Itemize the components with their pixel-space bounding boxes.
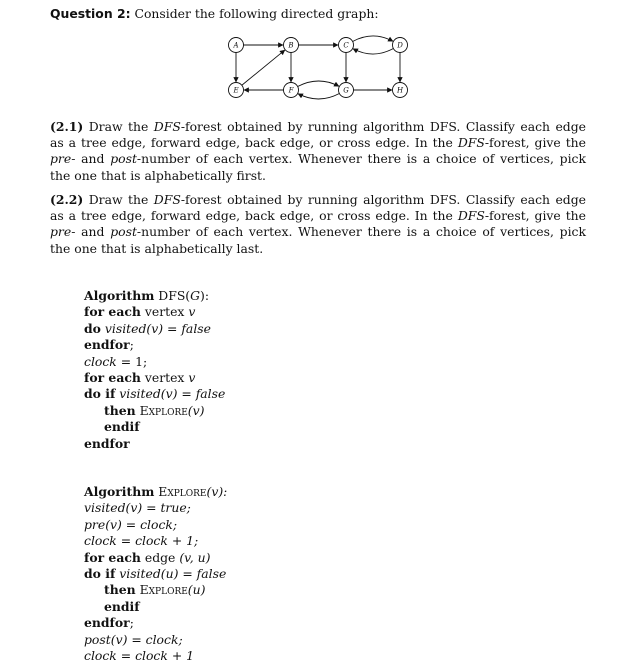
- subquestion-number: (2.2): [50, 192, 84, 207]
- question-heading: [50, 6, 379, 21]
- node-label: E: [233, 86, 239, 95]
- node-f: [284, 83, 299, 98]
- node-label: B: [288, 41, 294, 50]
- edge-e-b: [242, 50, 285, 85]
- algo-line: for each edge (v, u): [84, 549, 211, 565]
- node-label: C: [343, 41, 349, 50]
- node-a: [229, 38, 244, 53]
- algo-line: for each vertex v: [84, 304, 196, 320]
- node-b: [284, 38, 299, 53]
- algo-line: visited(v) = true;: [84, 500, 191, 516]
- node-label: H: [396, 86, 404, 95]
- algorithm-explore: [84, 484, 227, 664]
- algo-line: do if visited(v) = false: [84, 386, 226, 402]
- question-label: Question 2:: [50, 6, 131, 21]
- node-label: G: [343, 86, 349, 95]
- node-label: F: [288, 86, 294, 95]
- algo-line: endif: [104, 598, 140, 614]
- node-label: A: [233, 41, 239, 50]
- edge-d-c: [353, 49, 393, 54]
- node-e: [229, 83, 244, 98]
- algo-line: clock = clock + 1: [84, 648, 195, 664]
- edge-g-f: [298, 93, 339, 99]
- algo-line: endfor;: [84, 615, 134, 631]
- question-text: Consider the following directed graph:: [134, 6, 379, 21]
- algo-line: clock = 1;: [84, 353, 148, 369]
- algo-line: for each vertex v: [84, 370, 196, 386]
- directed-graph: [215, 32, 415, 102]
- node-c: [339, 38, 354, 53]
- algo-line: then Explore(u): [104, 582, 206, 598]
- edge-c-d: [353, 36, 393, 41]
- algo-line: clock = clock + 1;: [84, 533, 199, 549]
- algo-line: endfor;: [84, 337, 134, 353]
- algo-line: endif: [104, 419, 140, 435]
- algorithm-dfs: [84, 288, 225, 452]
- algo-line: post(v) = clock;: [84, 631, 183, 647]
- algo-line: endfor: [84, 435, 130, 451]
- subquestion-number: (2.1): [50, 119, 84, 134]
- edge-f-g: [298, 81, 339, 87]
- node-g: [339, 83, 354, 98]
- subquestion-2-1: (2.1) Draw the DFS-forest obtained by running algorithm DFS. Classify each edge as a tree edge, forward edge, back edge, or cross edge. In the DFS-forest, give the pre- and post-number of each vertex. Whenever there is a choice of vertices, pick the one that is alphabetically first.: [50, 119, 586, 183]
- algo-line: then Explore(v): [104, 402, 205, 418]
- subquestion-2-2: (2.2) Draw the DFS-forest obtained by running algorithm DFS. Classify each edge as a tree edge, forward edge, back edge, or cross edge. In the DFS-forest, give the pre- and post-number of each vertex. Whenever there is a choice of vertices, pick the one that is alphabetically last.: [50, 192, 586, 256]
- node-label: D: [397, 41, 403, 50]
- algo-line: pre(v) = clock;: [84, 516, 178, 532]
- algo-explore-header: Algorithm Explore(v):: [84, 484, 228, 499]
- node-d: [393, 38, 408, 53]
- algo-dfs-header: Algorithm DFS(G):: [84, 288, 210, 303]
- algo-line: do if visited(u) = false: [84, 566, 227, 582]
- algo-line: do visited(v) = false: [84, 320, 211, 336]
- node-h: [393, 83, 408, 98]
